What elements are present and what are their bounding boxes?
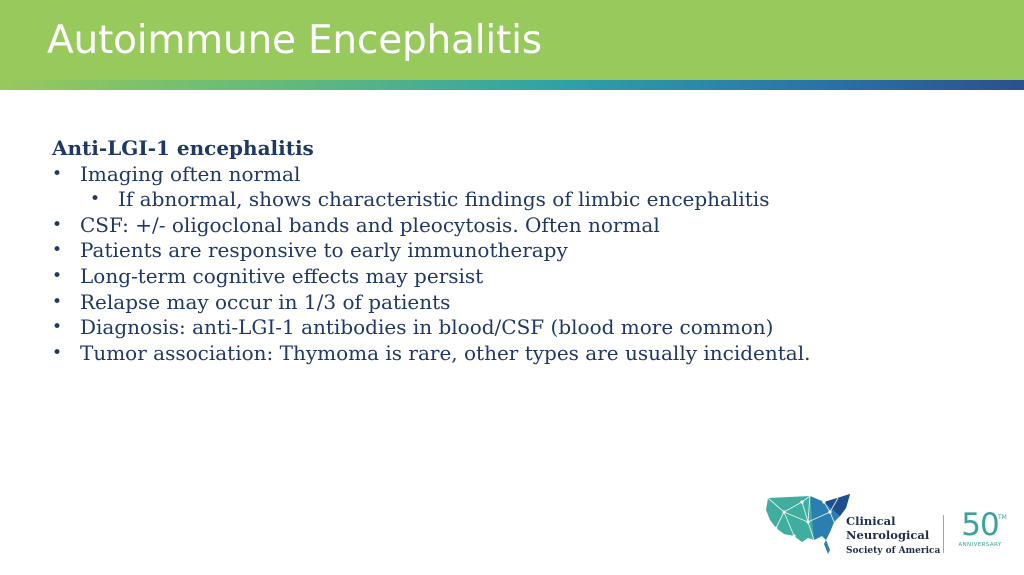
bullet-text: Imaging often normal: [80, 161, 301, 186]
bullet-item: [52, 341, 952, 367]
slide-content: [52, 136, 952, 366]
cnsa-logo: [764, 492, 1014, 556]
bullet-text: Relapse may occur in 1/3 of patients: [80, 289, 451, 314]
section-heading: Anti-LGI-1 encephalitis: [52, 136, 314, 160]
slide-header: [0, 0, 1024, 80]
bullet-text: CSF: +/- oligoclonal bands and pleocytosis. Often normal: [80, 212, 660, 237]
bullet-item: [52, 264, 952, 290]
bullet-item: [52, 315, 952, 341]
slide-title: Autoimmune Encephalitis: [47, 18, 542, 63]
bullet-item: [52, 162, 952, 213]
bullet-item: [52, 213, 952, 239]
bullet-text: Patients are responsive to early immunotherapy: [80, 238, 568, 263]
sub-bullet-item: [80, 187, 952, 213]
bullet-text: Diagnosis: anti-LGI-1 antibodies in blood/CSF (blood more common): [80, 315, 774, 340]
anniversary-badge: [950, 508, 1010, 554]
sub-bullet-text: If abnormal, shows characteristic findings of limbic encephalitis: [118, 187, 770, 212]
org-name: [846, 514, 940, 558]
sub-bullet-list: [80, 187, 952, 213]
header-gradient-stripe: [0, 80, 1024, 90]
org-name-line3: Society of America: [846, 546, 941, 556]
trademark-mark: TM: [998, 514, 1007, 521]
bullet-item: [52, 290, 952, 316]
org-name-line1: Clinical: [846, 514, 896, 528]
bullet-text: Tumor association: Thymoma is rare, other types are usually incidental.: [80, 340, 811, 365]
logo-divider: [943, 515, 944, 553]
anniversary-number: 50: [961, 507, 999, 543]
anniversary-label: ANNIVERSARY: [958, 542, 1002, 548]
bullet-list: [52, 162, 952, 367]
org-name-line2: Neurological: [846, 528, 930, 542]
us-map-network-icon: [764, 492, 856, 556]
bullet-text: Long-term cognitive effects may persist: [80, 263, 484, 288]
bullet-item: [52, 238, 952, 264]
